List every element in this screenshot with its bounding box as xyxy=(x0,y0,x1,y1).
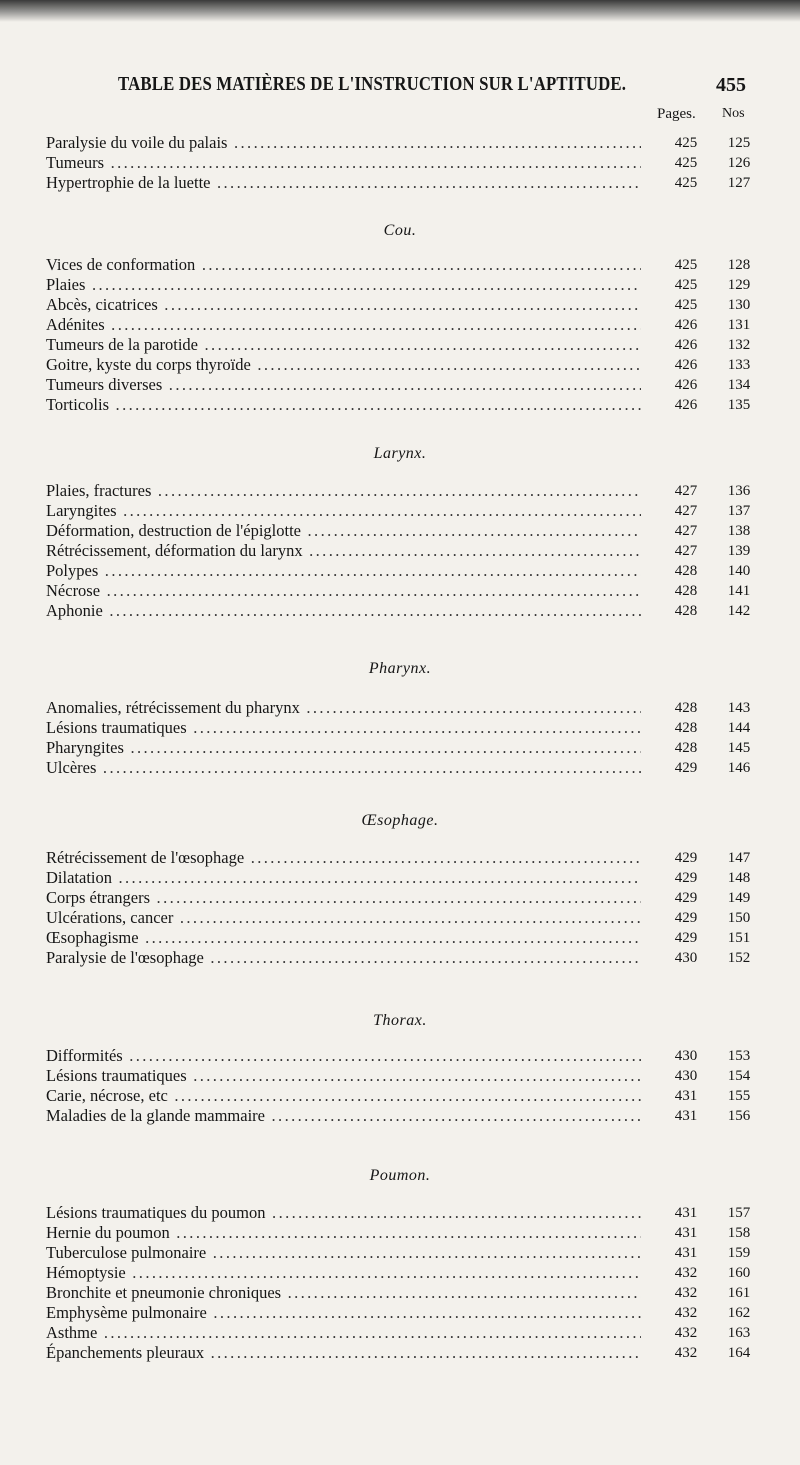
entry-label: Plaies xyxy=(46,275,86,294)
entry-label: Nécrose xyxy=(46,581,101,600)
entry-page-number: 432 xyxy=(674,1285,698,1301)
entry-title xyxy=(46,561,641,581)
running-header xyxy=(0,74,800,104)
entry-label: Carie, nécrose, etc xyxy=(46,1086,168,1105)
entry-article-number: 141 xyxy=(727,583,751,599)
entry-article-number: 151 xyxy=(727,930,751,946)
entry-page-number: 431 xyxy=(674,1225,698,1241)
entry-title xyxy=(46,1203,641,1223)
entry-title xyxy=(46,481,641,501)
entry-article-number: 160 xyxy=(727,1265,751,1281)
entry-label: Épanchements pleuraux xyxy=(46,1343,205,1362)
entry-label: Tuberculose pulmonaire xyxy=(46,1243,207,1262)
entry-article-number: 134 xyxy=(727,377,751,393)
toc-entry xyxy=(46,581,756,601)
entry-title xyxy=(46,153,641,173)
entry-article-number: 127 xyxy=(727,175,751,191)
entry-article-number: 135 xyxy=(727,397,751,413)
entry-label: Rétrécissement, déformation du larynx xyxy=(46,541,303,560)
entry-label: Polypes xyxy=(46,561,99,580)
entry-label: Lésions traumatiques xyxy=(46,1066,187,1085)
toc-entry xyxy=(46,948,756,968)
entry-article-number: 161 xyxy=(727,1285,751,1301)
entry-title xyxy=(46,601,641,621)
entry-article-number: 136 xyxy=(727,483,751,499)
entry-label: Vices de conformation xyxy=(46,255,196,274)
section-heading: Larynx. xyxy=(373,445,427,462)
entry-title xyxy=(46,395,641,415)
toc-entry xyxy=(46,1066,756,1086)
entry-page-number: 425 xyxy=(674,297,698,313)
toc-entry xyxy=(46,315,756,335)
entry-label: Tumeurs de la parotide xyxy=(46,335,198,354)
entry-label: Maladies de la glande mammaire xyxy=(46,1106,265,1125)
toc-entry xyxy=(46,275,756,295)
toc-entry xyxy=(46,481,756,501)
toc-entry xyxy=(46,1086,756,1106)
entry-title xyxy=(46,1303,641,1323)
entry-label: Rétrécissement de l'œsophage xyxy=(46,848,245,867)
toc-entry xyxy=(46,1223,756,1243)
entry-title xyxy=(46,255,641,275)
entry-article-number: 143 xyxy=(727,700,751,716)
toc-entry xyxy=(46,133,756,153)
entry-article-number: 152 xyxy=(727,950,751,966)
entry-label: Hypertrophie de la luette xyxy=(46,173,211,192)
entry-label: Corps étrangers xyxy=(46,888,151,907)
entry-article-number: 149 xyxy=(727,890,751,906)
entry-article-number: 164 xyxy=(727,1345,751,1361)
entry-title xyxy=(46,868,641,888)
section-heading: Poumon. xyxy=(369,1167,431,1184)
toc-entry xyxy=(46,758,756,778)
entry-article-number: 163 xyxy=(727,1325,751,1341)
entry-title xyxy=(46,1086,641,1106)
entry-page-number: 431 xyxy=(674,1088,698,1104)
entry-label: Emphysème pulmonaire xyxy=(46,1303,207,1322)
entry-title xyxy=(46,718,641,738)
entry-page-number: 425 xyxy=(674,155,698,171)
entry-page-number: 427 xyxy=(674,543,698,559)
numbers-column-header: Nos xyxy=(722,106,745,121)
toc-entry xyxy=(46,718,756,738)
entry-page-number: 428 xyxy=(674,720,698,736)
entry-label: Tumeurs xyxy=(46,153,105,172)
entry-page-number: 428 xyxy=(674,603,698,619)
entry-title xyxy=(46,1343,641,1363)
entry-label: Adénites xyxy=(46,315,105,334)
toc-entry xyxy=(46,1303,756,1323)
entry-title xyxy=(46,295,641,315)
entry-title xyxy=(46,375,641,395)
entry-page-number: 426 xyxy=(674,317,698,333)
entry-page-number: 430 xyxy=(674,1068,698,1084)
toc-entry xyxy=(46,501,756,521)
entry-article-number: 131 xyxy=(727,317,751,333)
entry-page-number: 425 xyxy=(674,257,698,273)
entry-title xyxy=(46,355,641,375)
toc-entry xyxy=(46,1263,756,1283)
section-heading: Thorax. xyxy=(373,1012,427,1029)
entry-article-number: 159 xyxy=(727,1245,751,1261)
entry-article-number: 144 xyxy=(727,720,751,736)
entry-article-number: 147 xyxy=(727,850,751,866)
entry-title xyxy=(46,581,641,601)
entry-page-number: 428 xyxy=(674,700,698,716)
toc-entry xyxy=(46,1283,756,1303)
entry-page-number: 429 xyxy=(674,910,698,926)
entry-title xyxy=(46,888,641,908)
toc-entry xyxy=(46,908,756,928)
entry-title xyxy=(46,1106,641,1126)
entry-article-number: 158 xyxy=(727,1225,751,1241)
entry-article-number: 128 xyxy=(727,257,751,273)
entry-article-number: 154 xyxy=(727,1068,751,1084)
toc-entry xyxy=(46,295,756,315)
entry-article-number: 155 xyxy=(727,1088,751,1104)
entry-title xyxy=(46,315,641,335)
entry-title xyxy=(46,948,641,968)
entry-page-number: 425 xyxy=(674,175,698,191)
pages-column-header: Pages. xyxy=(657,106,696,122)
toc-entry xyxy=(46,561,756,581)
entry-label: Dilatation xyxy=(46,868,112,887)
toc-entry xyxy=(46,541,756,561)
toc-entry xyxy=(46,928,756,948)
entry-article-number: 137 xyxy=(727,503,751,519)
entry-label: Torticolis xyxy=(46,395,110,414)
entry-label: Œsophagisme xyxy=(46,928,139,947)
entry-title xyxy=(46,335,641,355)
entry-label: Paralysie du voile du palais xyxy=(46,133,228,152)
entry-article-number: 156 xyxy=(727,1108,751,1124)
entry-page-number: 429 xyxy=(674,930,698,946)
entry-label: Lésions traumatiques xyxy=(46,718,187,737)
toc-entry xyxy=(46,1046,756,1066)
entry-page-number: 426 xyxy=(674,377,698,393)
entry-article-number: 157 xyxy=(727,1205,751,1221)
entry-page-number: 427 xyxy=(674,483,698,499)
entry-page-number: 429 xyxy=(674,760,698,776)
entry-label: Ulcères xyxy=(46,758,97,777)
entry-article-number: 142 xyxy=(727,603,751,619)
page-top-edge xyxy=(0,0,800,22)
entry-page-number: 429 xyxy=(674,870,698,886)
entry-title xyxy=(46,173,641,193)
entry-label: Asthme xyxy=(46,1323,98,1342)
toc-entry xyxy=(46,255,756,275)
entry-article-number: 133 xyxy=(727,357,751,373)
column-headers xyxy=(0,106,800,126)
entry-article-number: 130 xyxy=(727,297,751,313)
toc-entry xyxy=(46,1106,756,1126)
entry-title xyxy=(46,133,641,153)
entry-page-number: 430 xyxy=(674,950,698,966)
entry-label: Bronchite et pneumonie chroniques xyxy=(46,1283,282,1302)
toc-entry xyxy=(46,848,756,868)
entry-title xyxy=(46,1323,641,1343)
entry-article-number: 162 xyxy=(727,1305,751,1321)
entry-label: Tumeurs diverses xyxy=(46,375,163,394)
entry-page-number: 425 xyxy=(674,277,698,293)
page-number: 455 xyxy=(716,74,746,96)
entry-page-number: 432 xyxy=(674,1265,698,1281)
entry-title xyxy=(46,1223,641,1243)
toc-entry xyxy=(46,1243,756,1263)
toc-entry xyxy=(46,355,756,375)
entry-page-number: 427 xyxy=(674,503,698,519)
entry-title xyxy=(46,501,641,521)
entry-article-number: 129 xyxy=(727,277,751,293)
entry-label: Pharyngites xyxy=(46,738,124,757)
entry-label: Ulcérations, cancer xyxy=(46,908,174,927)
entry-title xyxy=(46,758,641,778)
entry-article-number: 148 xyxy=(727,870,751,886)
entry-title xyxy=(46,275,641,295)
entry-title xyxy=(46,1263,641,1283)
entry-label: Lésions traumatiques du poumon xyxy=(46,1203,266,1222)
section-heading: Pharynx. xyxy=(368,660,432,677)
entry-page-number: 429 xyxy=(674,890,698,906)
entry-page-number: 431 xyxy=(674,1108,698,1124)
entry-article-number: 150 xyxy=(727,910,751,926)
entry-page-number: 430 xyxy=(674,1048,698,1064)
entry-label: Anomalies, rétrécissement du pharynx xyxy=(46,698,300,717)
entry-article-number: 125 xyxy=(727,135,751,151)
toc-entry xyxy=(46,868,756,888)
entry-page-number: 432 xyxy=(674,1345,698,1361)
toc-entry xyxy=(46,1203,756,1223)
entry-page-number: 432 xyxy=(674,1305,698,1321)
toc-entry xyxy=(46,173,756,193)
entry-label: Abcès, cicatrices xyxy=(46,295,158,314)
entry-title xyxy=(46,1046,641,1066)
entry-page-number: 428 xyxy=(674,583,698,599)
entry-label: Plaies, fractures xyxy=(46,481,152,500)
entry-label: Aphonie xyxy=(46,601,103,620)
entry-page-number: 427 xyxy=(674,523,698,539)
entry-page-number: 426 xyxy=(674,357,698,373)
toc-entry xyxy=(46,601,756,621)
toc-entry xyxy=(46,395,756,415)
entry-title xyxy=(46,1283,641,1303)
toc-entry xyxy=(46,335,756,355)
toc-entry xyxy=(46,698,756,718)
entry-label: Difformités xyxy=(46,1046,123,1065)
entry-page-number: 432 xyxy=(674,1325,698,1341)
entry-page-number: 429 xyxy=(674,850,698,866)
entry-article-number: 145 xyxy=(727,740,751,756)
entry-label: Hémoptysie xyxy=(46,1263,126,1282)
entry-title xyxy=(46,1066,641,1086)
entry-article-number: 140 xyxy=(727,563,751,579)
entry-article-number: 146 xyxy=(727,760,751,776)
entry-label: Hernie du poumon xyxy=(46,1223,170,1242)
entry-page-number: 426 xyxy=(674,397,698,413)
entry-page-number: 431 xyxy=(674,1245,698,1261)
entry-label: Goitre, kyste du corps thyroïde xyxy=(46,355,251,374)
entry-title xyxy=(46,848,641,868)
entry-article-number: 139 xyxy=(727,543,751,559)
entry-article-number: 126 xyxy=(727,155,751,171)
toc-entry xyxy=(46,888,756,908)
entry-label: Déformation, destruction de l'épiglotte xyxy=(46,521,301,540)
section-heading: Cou. xyxy=(383,222,417,239)
entry-article-number: 138 xyxy=(727,523,751,539)
entry-label: Laryngites xyxy=(46,501,117,520)
entry-label: Paralysie de l'œsophage xyxy=(46,948,204,967)
entry-page-number: 428 xyxy=(674,740,698,756)
toc-entry xyxy=(46,1343,756,1363)
page-title: TABLE DES MATIÈRES DE L'INSTRUCTION SUR L'APTITUDE. xyxy=(118,74,627,95)
toc-entry xyxy=(46,1323,756,1343)
entry-title xyxy=(46,698,641,718)
entry-title xyxy=(46,738,641,758)
toc-entry xyxy=(46,153,756,173)
entry-title xyxy=(46,928,641,948)
entry-title xyxy=(46,541,641,561)
entry-page-number: 428 xyxy=(674,563,698,579)
entry-page-number: 425 xyxy=(674,135,698,151)
toc-entry xyxy=(46,375,756,395)
section-heading: Œsophage. xyxy=(361,812,439,829)
entry-article-number: 153 xyxy=(727,1048,751,1064)
entry-page-number: 431 xyxy=(674,1205,698,1221)
entry-title xyxy=(46,1243,641,1263)
toc-entry xyxy=(46,738,756,758)
entry-title xyxy=(46,521,641,541)
entry-title xyxy=(46,908,641,928)
entry-article-number: 132 xyxy=(727,337,751,353)
toc-entry xyxy=(46,521,756,541)
entry-page-number: 426 xyxy=(674,337,698,353)
